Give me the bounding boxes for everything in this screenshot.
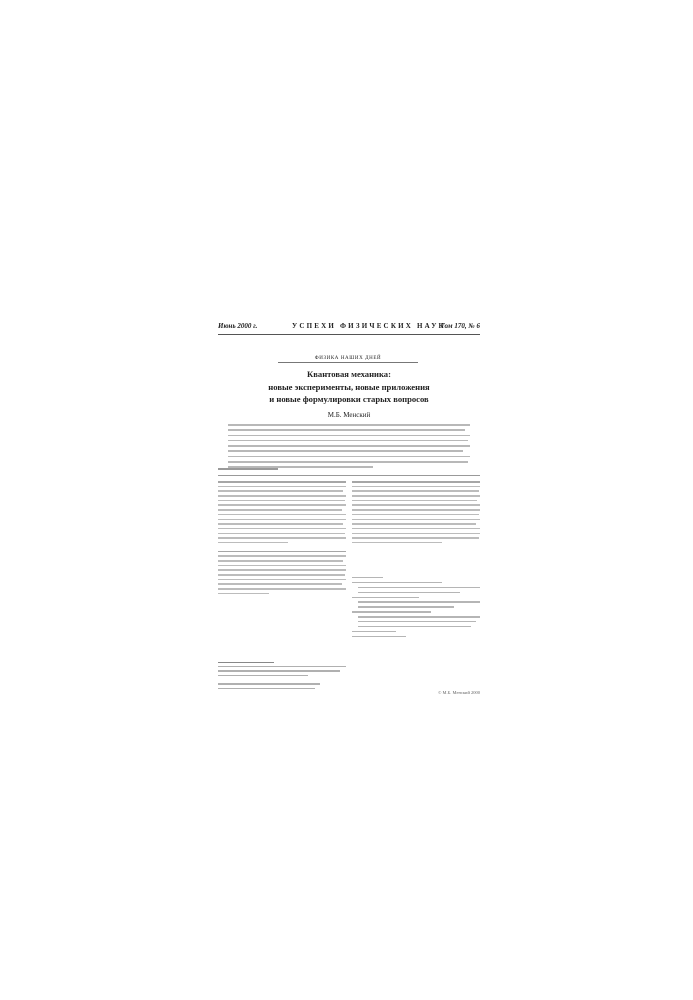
title-line: и новые формулировки старых вопросов xyxy=(269,394,429,404)
header-date: Июнь 2000 г. xyxy=(218,322,258,330)
article-author: М.Б. Менский xyxy=(327,411,371,419)
footnote-rule xyxy=(218,662,274,663)
article-title xyxy=(218,368,480,406)
running-header xyxy=(218,322,480,338)
section-rubric: ФИЗИКА НАШИХ ДНЕЙ xyxy=(314,356,382,361)
header-volume: Том 170, № 6 xyxy=(440,322,480,330)
header-rule xyxy=(218,334,480,335)
rubric-rule xyxy=(278,362,418,363)
title-line: новые эксперименты, новые приложения xyxy=(268,381,430,392)
journal-name: УСПЕХИ ФИЗИЧЕСКИХ НАУК xyxy=(292,322,446,330)
left-column-text xyxy=(218,481,346,598)
abstract-separator xyxy=(218,475,480,476)
contents-list xyxy=(352,577,480,641)
pacs-line xyxy=(218,468,278,470)
copyright-notice: © М.Б. Менский 2000 xyxy=(438,690,480,695)
title-line: Квантовая механика: xyxy=(307,369,391,379)
right-column-text xyxy=(352,481,480,547)
abstract-text-block xyxy=(228,424,470,472)
author-footnote xyxy=(218,666,346,692)
